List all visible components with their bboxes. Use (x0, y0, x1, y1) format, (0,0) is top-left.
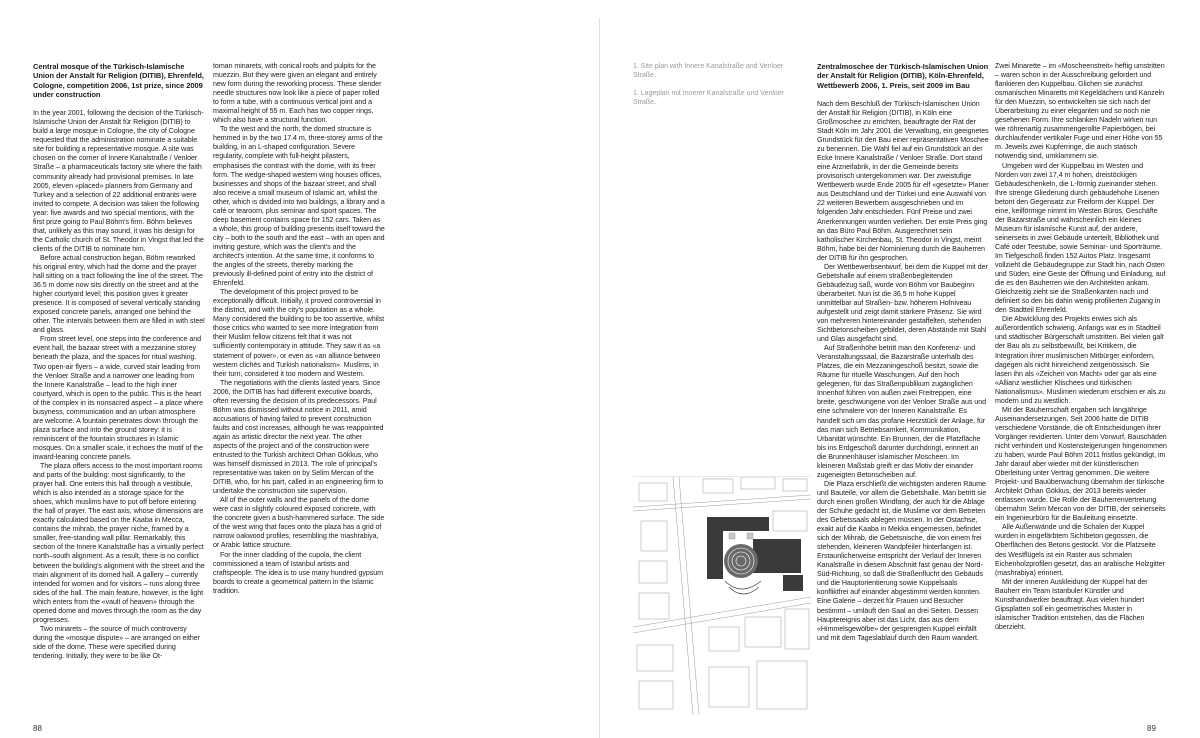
caption-de: 1. Lageplan mit Innerer Kanalstraße und Venloer Straße. (633, 90, 784, 106)
paragraph: The negotiations with the clients lasted years. Since 2006, the DITIB has had different executive boards, often reversing the decision of its predecessors. Paul Böhm was dismissed without notice in 2011, amid accusations of having failed to prevent construction faults and cost increases, although he was reappointed again as artistic director the next year. The other aspects of the project and of the construction were entrusted to the Turkish architect Orhan Gökkus, who was himself dismissed in 2013. The role of principal's representative was taken on by Selim Mercan of the DITIB, who, for his part, called in an engineering firm to undertake the construction site supervision. (213, 378, 384, 496)
right-column-2 (995, 62, 1167, 632)
paragraph: The development of this project proved to be exceptionally difficult. Initially, it proved controversial in the district, and with the city's population as a whole. Many considered the building to be too assertive, whilst those critics who wanted to see more integration from their Muslim fellow citizens felt that it was not sufficiently contemporary in attitude. They saw it as «a statement of power», or even as «an alliance between western clichés and Turkish nationalism». Muslims, in their turn, considered it too modern and Western. (213, 288, 385, 378)
page-number-right: 89 (1147, 724, 1156, 733)
figure-captions (633, 62, 793, 116)
paragraph: In the year 2001, following the decision of the Türkisch-Islamische Union der Anstalt für Religion (DITIB) to build a large mosque in Cologne, the city of Cologne requested that the administration nominate a suitable site for building a representative mosque. A site was chosen on the corner of Innere Kanalstraße / Venloer Straße – a pharmaceuticals factory site where the faith community already had provisional premises. In late 2005, eleven «placed» planners from Germany and Turkey and a selection of 22 additional entrants were invited to compete. A decision was taken the following year: five awards and two special mentions, with the first prize going to Paul Böhm's firm. Böhm believes that, unlikely as this may sound, it was his design for the Catholic church of St. Theodor in Vingst that led the clients of the DITIB to nominate him. (33, 109, 204, 253)
paragraph: Before actual construction began, Böhm reworked his original entry, which had the dome and the prayer hall sitting on a tract following the line of the street. The 36.5 m dome now sits directly on the street and at the higher courtyard level; this position gives it greater presence. It is composed of several vertically standing exposed concrete panels, arranged one behind the other. The intervals between them are filled in with steel and glass. (33, 253, 205, 335)
paragraph: From street level, one steps into the conference and event hall, the bazaar street with a mezzanine storey beneath the plaza, and the spaces for ritual washing. Two open-air flyers – a wide, curved stair leading from the Venloer Straße and a narrower one leading from the Innere Kanalstraße – lead to the high inner courtyard, which is open to the public. This is the heart of the complex in its nonsacred aspect – a place where busyness, communication and an urban atmosphere are welcome. A fountain penetrates down through the plaza surface and into the ground storey: it is reminiscent of the fountain structures in Islamic mosques. On a smaller scale, it echoes the motif of the inward-leaning concrete panels. (33, 335, 204, 461)
paragraph: The plaza offers access to the most important rooms and parts of the building: most significantly, to the prayer hall. One enters this hall through a vestibule, which is also intended as a storage space for the shoes, which muslims have to put off before entering the hall of prayer. The east axis, whose dimensions are exactly calculated based on the Kaaba in Mecca, contains the mihrab, the prayer niche, framed by a smaller, free-standing wall pillar. Remarkably, this section of the Innere Kanalstraße has a virtually perfect north–south alignment. As a result, there is no conflict between the building's alignment with the street and the main alignment of its domed hall. A gallery – currently intended for women and for visitors – runs along three sides of the hall. The main feature, however, is the light which enters from the «vault of heaven» through the opened dome and moves through the room as the day progresses. (33, 462, 205, 624)
paragraph: All of the outer walls and the panels of the dome were cast in slightly coloured exposed concrete, with the concrete given a bush-hammered surface. The side of the west wing that faces onto the plaza has a grid of narrow oakwood profiles, resembling the mashrabiya, or Arabic lattice structure. (213, 496, 385, 550)
paragraph: For the inner cladding of the cupola, the client commissioned a team of Istanbul artists and craftspeople. The idea is to use many hundred gypsum boards to create a geometrical pattern in the Islamic tradition. (213, 550, 383, 595)
left-column-2 (213, 62, 385, 596)
gutter-divider (599, 18, 600, 738)
paragraph: Mit der Bauherrschaft ergaben sich langjährige Auseinandersetzungen. Seit 2006 hatte die DITIB verschiedene Vorstände, die oft Entscheidungen ihrer Vorgänger revidierten. Unter dem Vorwurf, Bauschäden nicht verhindert und Kostensteigerungen hingenommen zu haben, wurde Paul Böhm 2011 fristlos gekündigt, im Jahr darauf aber wieder mit der künstlerischen Oberleitung unter Vertrag genommen. Die weitere Projekt- und Bauüberwachung übernahm der türkische Architekt Orhan Gökkus, der 2013 bereits wieder entlassen wurde. Die Rolle der Bauherrenvertretung übernahm Selim Mercan von der DITIB, der seinerseits ein Ingenieurbüro für die Bauleitung einsetzte. (995, 405, 1167, 523)
paragraph: Alle Außenwände und die Schalen der Kuppel wurden in eingefärbtem Sichtbeton gegossen, die Oberflächen des Betons gestockt. Vor die Platzseite des Westflügels ist ein Raster aus schmalen Eichenholzprofilen gesetzt, das an arabische Holzgitter (mashrabiya) erinnert. (995, 523, 1165, 577)
page-number-left: 88 (33, 724, 42, 733)
caption-en: 1. Site plan with Innere Kanalstraße and Venloer Straße. (633, 63, 784, 79)
paragraph: Die Plaza erschließt die wichtigsten anderen Räume und Bauteile, vor allem die Gebetshalle. Man betritt sie durch einen großen Windfang, der auch für die Ablage der Schuhe gedacht ist, die Muslime vor dem Betreten des Gebetssaals ablegen müssen. In der Ostachse, exakt auf die Kaaba in Mekka eingemessen, befindet sich der Mihrab, die Gebetsnische, die von einem frei stehenden, kleineren Wandpfeiler hinterfangen ist. Erstaunlicherweise entspricht der Verlauf der Inneren Kanalstraße in diesem Abschnitt fast genau der Nord-Süd-Richtung, so daß die Straßenflucht des Gebäuds und die Hauptorientierung sowie Kuppelsaals konfliktfrei auf einander abgestimmt werden konnten. Eine Galerie – derzeit für Frauen und Besucher bestimmt – umläuft den Saal an drei Seiten. Dessen Hauptereignis aber ist das Licht, das aus dem «Himmelsgewölbe» der gesprengten Kuppel einfällt und mit dem Tageslablauf durch den Raum wandert. (817, 479, 987, 642)
paragraph: Die Abwicklung des Projekts erwies sich als außerordentlich schwierig. Anfangs war es in Stadtteil und städtischer Bürgerschaft umstritten. Bei vielen galt der Bau als zu selbstbewußt, bei Kritikern, die Integration ihrer muslimischen Mitbürger einfordern, dagegen als nicht hinreichend zeitgenössisch. Sie lasen ihn als «Zeichen von Macht» oder gar als eine «Allianz westlicher Klischees und türkischen Nationalismus». Muslimen wiederum erschien er als zu modern und zu westlich. (995, 315, 1166, 405)
paragraph: toman minarets, with conical roofs and pulpits for the muezzin. But they were given an elegant and entirely new form during the reworking process. These slender needle structures now look like a piece of paper rolled to form a tube, with a continuous vertical joint and a maximal height of 55 m. Each has two copper rings, which also have a structural function. (213, 62, 382, 125)
paragraph: Nach dem Beschluß der Türkisch-Islamischen Union der Anstalt für Religion (DITIB), in Köln eine Großmoschee zu errichten, beauftragte der Rat der Stadt Köln im Jahr 2001 die Verwaltung, ein geeignetes Grundstück für den Bau einer repräsentativen Moschee zu benennen. Die Wahl fiel auf ein Grundstück an der Ecke Innere Kanalstraße / Venloer Straße. Dort stand eine Arzneifabrik, in der die Gemeinde bereits provisorisch untergekommen war. Der zweistufige Wettbewerb wurde Ende 2005 für elf «gesetzte» Planer aus Deutschland und der Türkei und eine Auswahl von 22 weiteren Bewerbern ausgeschrieben und im folgenden Jahr entschieden. Fünf Preise und zwei Anerkennungen wurden verliehen. Der erste Preis ging an das Büro Paul Böhm. Ausgerechnet sein katholischer Kirchenbau, St. Theodor in Vingst, meint Böhm, habe bei der Nominierung durch die Bauherren der DITIB für ihn gesprochen. (817, 99, 989, 262)
article-title-de: Zentralmoschee der Türkisch-Islamischen Union der Anstalt für Religion (DITIB), Köln-Ehrenfeld, Wettbewerb 2006, 1. Preis, seit 2009 im Bau (817, 62, 989, 90)
paragraph: Der Wettbewerbsentwurf, bei dem die Kuppel mit der Gebetshalle auf einem straßenbegleitenden Gebäudezug saß, wurde von Böhm vor Baubeginn überarbeitet. Nun ist die 36,5 m hohe Kuppel unmittelbar auf Straßen- bzw. höherem Hofniveau aufgestellt und zeigt damit stärkere Präsenz. Sie wird von mehreren hintereinander gestaffelten, stehenden Sichtbetonscheiben gebildet, deren Abstände mit Stahl und Glas ausgefacht sind. (817, 262, 988, 344)
article-title-en: Central mosque of the Türkisch-Islamische Union der Anstalt für Religion (DITIB), Ehrenfeld, Cologne, competition 2006, 1st prize, since 2009 under construction (33, 62, 204, 99)
paragraph: Umgeben wird der Kuppelbau im Westen und Norden von zwei 17,4 m hohen, dreistöckigen Gebäudeschenkeln, die L-förmig zueinander stehen. Ihre strenge Gliederung durch gebäudehohe Lisenen betont den Gegensatz zur Freiform der Kuppel. Der eine, keilförmige nimmt im Westen Büros, Geschäfte der Bazarstraße und wahrscheinlich ein kleines Museum für islamische Kunst auf, der andere, seinerseits in zwei Gebäude unterteilt, Bibliothek und Café oder Teestube, sowie Seminar- und Sporträume. Im Tiefgeschoß finden 152 Autos Platz. Insgesamt vollzieht die Gebäudegruppe zur Stadt hin, nach Osten und Süden, eine Geste der Öffnung und Einladung, auf die es den Bauherren wie den Architekten ankam. Gleichzeitig zieht sie die Straßenkanten nach und definiert so den bis dahin wenig profilierten Zugang in den Stadtteil Ehrenfeld. (995, 161, 1166, 315)
paragraph: Mit der inneren Auskleidung der Kuppel hat der Bauherr ein Team Istanbuler Künstler und Kunsthandwerker beauftragt. Aus vielen hundert Gipsplatten soll ein geometrisches Muster in islamischer Tradition entstehen, das die Flächen überzieht. (995, 577, 1148, 631)
left-column-1 (33, 62, 205, 661)
paragraph: Zwei Minarette – im «Moscheenstreit» heftig umstritten – waren schon in der Ausschreibung gefordert und flankieren den Kuppelbau. Glichen sie zunächst osmanischen Minaretts mit Kegeldächern und Kanzeln für den Muezzin, so entwickelten sie sich nach der Überarbeitung zu einer eleganten und so noch nie gesehenen Form. Ihre schlanken Nadeln wirken nun wie röhrenartig zusammengerollte Papierbögen, bei durchlaufender vertikaler Fuge und einer Höhe von 55 m. Jeweils zwei Kupferringe, die auch statisch notwendig sind, umklammern sie. (995, 62, 1165, 161)
site-plan-drawing (633, 477, 811, 715)
paragraph: Auf Straßenhöhe betritt man den Konferenz- und Veranstaltungssaal, die Bazarstraße unterhalb des Platzes, die ein Mezzaningeschoß besitzt, sowie die Räume für rituelle Waschungen. Auf den hoch gelegenen, für das Straßenpublikum zugänglichen Innenhof führen von außen zwei Freitreppen, eine breite, geschwungene von der Venloer Straße aus und eine schmalere von der Inneren Kanalstraße. Es handelt sich um das profane Herzstück der Anlage, für das man sich Betriebsamkeit, Kommunikation, Urbanität wünschte. Ein Brunnen, der die Platzfläche bis ins Erdgeschoß darunter durchdringt, erinnert an die Brunnenhäuser islamischer Moscheen. Im kleineren Maßstab greift er das Motiv der einander zugeneigten Betonscheiben auf. (817, 344, 986, 479)
right-column-1 (817, 62, 989, 643)
site-plan-figure (633, 476, 811, 715)
paragraph: To the west and the north, the domed structure is hemmed in by the two 17.4 m, three-storey arms of the building, in an L-shaped configuration. Severe regularity, complete with full-height pilasters, emphasises the contrast with the dome, with its freer form. The wedge-shaped western wing houses offices, businesses and shops of the bazaar street, and shall also receive a small museum of Islamic art, whilst the other, which is divided into two buildings, a library and a café or tearoom, plus seminar and sport spaces. The deep basement contains space for 152 cars. Taken as a whole, this group of building presents itself toward the city – both to the south and the east – with an open and inviting gesture, which was the client's and the architect's intention. At the same time, it conforms to the angles of the streets, thereby marking the previously ill-defined point of entry into the district of Ehrenfeld. (213, 125, 385, 288)
paragraph: Two minarets – the source of much controversy during the «mosque dispute» – are arranged on either side of the dome. These were specified during tendering. Initially, they were to be like Ot- (33, 624, 200, 660)
